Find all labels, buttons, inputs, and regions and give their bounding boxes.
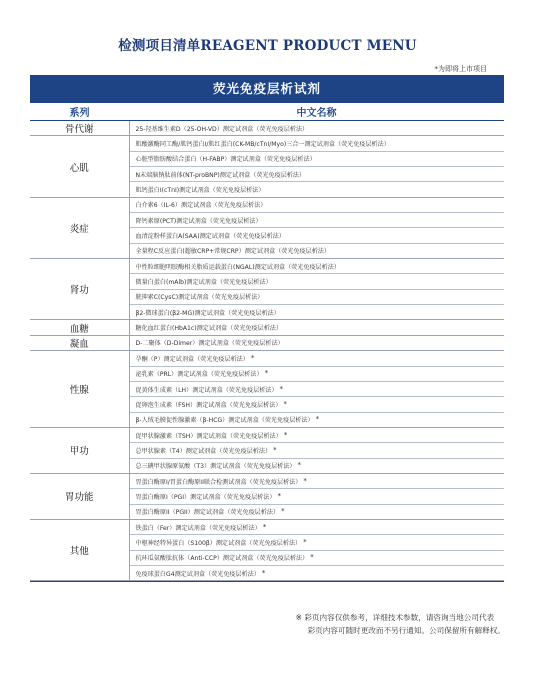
upcoming-star-marker: *	[303, 476, 307, 485]
upcoming-star-marker: *	[250, 353, 255, 362]
product-name: 胃蛋白酶原II（PGII）测定试剂盒（荧光免疫层析法）	[135, 509, 280, 517]
product-name: 25-羟基维生素D（25-OH-VD）测定试剂盒（荧光免疫层析法）	[135, 125, 309, 133]
product-name: 总三碘甲状腺原氨酸（T3）测定试剂盒（荧光免疫层析法）	[135, 463, 296, 471]
table-bottom-rule	[30, 581, 504, 582]
product-name-cell	[129, 535, 504, 550]
product-name-cell	[129, 565, 504, 580]
product-name: 胱抑素C(CysC)测定试剂盒（荧光免疫层析法）	[135, 294, 264, 302]
product-name: 促卵泡生成素（FSH）测定试剂盒（荧光免疫层析法）	[135, 401, 282, 409]
category-cell: 甲功	[30, 427, 129, 473]
product-name-cell	[129, 473, 504, 488]
product-name: 中性粒细胞明胶酶相关脂质运载蛋白(NGAL)测定试剂盒（荧光免疫层析法）	[135, 263, 340, 271]
product-name-cell	[129, 228, 504, 243]
product-name-cell	[129, 550, 504, 565]
product-name: 胃蛋白酶原I（PGI）测定试剂盒（荧光免疫层析法）	[135, 493, 276, 501]
product-name: D-二聚体（D-Dimer）测定试剂盒（荧光免疫层析法）	[135, 340, 284, 348]
product-name: 免疫球蛋白G4测定试剂盒（荧光免疫层析法）	[135, 570, 260, 578]
footer-disclaimer	[296, 612, 505, 637]
product-name-cell	[129, 167, 504, 182]
footer-line-2: 彩页内容可随时更改而不另行通知。公司保留所有解释权。	[307, 625, 505, 635]
product-name-cell	[129, 381, 504, 396]
product-name: 心脏型脂肪酸结合蛋白（H-FABP）测定试剂盒（荧光免疫层析法）	[135, 156, 316, 164]
product-name: 糖化血红蛋白(HbA1c)测定试剂盒（荧光免疫层析法）	[135, 325, 282, 333]
product-name: 铁蛋白（Fer）测定试剂盒（荧光免疫层析法）	[135, 524, 261, 532]
product-name-cell	[129, 259, 504, 274]
category-cell: 性腺	[30, 351, 129, 428]
product-name-cell	[129, 504, 504, 519]
table-row	[30, 427, 504, 442]
table-row	[30, 259, 504, 274]
product-name: 白介素6（IL-6）测定试剂盒（荧光免疫层析法）	[135, 202, 267, 210]
product-name: β-人绒毛膜促性腺激素（β-HCG）测定试剂盒（荧光免疫层析法）	[135, 417, 314, 425]
category-cell: 心肌	[30, 136, 129, 197]
upcoming-note: *为即将上市项目	[434, 65, 487, 73]
upcoming-star-marker: *	[264, 369, 269, 378]
product-name-cell	[129, 305, 504, 320]
product-name-cell	[129, 351, 504, 366]
category-cell: 肾功	[30, 259, 129, 320]
category-cell: 血糖	[30, 320, 129, 335]
product-name: 抗环瓜氨酸肽抗体（Anti-CCP）测定试剂盒（荧光免疫层析法）	[135, 555, 309, 563]
product-name-cell	[129, 121, 504, 136]
category-cell: 其他	[30, 519, 129, 580]
table-row	[30, 473, 504, 488]
product-name-cell	[129, 320, 504, 335]
table-row	[30, 197, 504, 212]
product-name-cell	[129, 443, 504, 458]
product-name-cell	[129, 335, 504, 350]
product-name: 降钙素原(PCT)测定试剂盒（荧光免疫层析法）	[135, 217, 262, 225]
category-cell: 凝血	[30, 335, 129, 350]
table-row	[30, 519, 504, 534]
product-name-cell	[129, 458, 504, 473]
table-row	[30, 351, 504, 366]
product-name: 促甲状腺激素（TSH）测定试剂盒（荧光免疫层析法）	[135, 432, 282, 440]
product-name-cell	[129, 197, 504, 212]
upcoming-star-marker: *	[277, 491, 281, 500]
product-name-cell	[129, 397, 504, 412]
product-name-cell	[129, 274, 504, 289]
product-name: 全量程C反应蛋白(超敏CRP+常规CRP）测定试剂盒（荧光免疫层析法）	[135, 248, 331, 256]
table-row	[30, 121, 504, 136]
category-cell: 炎症	[30, 197, 129, 258]
column-header-series: 系列	[30, 103, 129, 121]
product-name: 微量白蛋白(mAlb)测定试剂盒（荧光免疫层析法）	[135, 279, 272, 287]
product-name-cell	[129, 427, 504, 442]
product-name-cell	[129, 136, 504, 151]
category-cell: 胃功能	[30, 473, 129, 519]
product-name-cell	[129, 182, 504, 197]
product-name: 促黄体生成素（LH）测定试剂盒（荧光免疫层析法）	[135, 386, 278, 394]
upcoming-star-marker: *	[279, 384, 284, 393]
footer-line-1: ※ 彩页内容仅供参考，详细技术参数，请咨询当地公司代表	[295, 613, 495, 622]
upcoming-star-marker: *	[261, 568, 266, 577]
upcoming-star-marker: *	[262, 522, 267, 531]
product-name-cell	[129, 243, 504, 258]
product-name-cell	[129, 151, 504, 166]
product-name-cell	[129, 289, 504, 304]
upcoming-star-marker: *	[281, 507, 285, 516]
product-name-cell	[129, 366, 504, 381]
product-name: 肌钙蛋白I(cTnI)测定试剂盒（荧光免疫层析法）	[135, 187, 265, 195]
table-row	[30, 335, 504, 350]
upcoming-star-marker: *	[310, 553, 314, 562]
product-table	[30, 75, 504, 582]
table-row	[30, 136, 504, 151]
product-name-cell	[129, 489, 504, 504]
product-name: 孕酮（P）测定试剂盒（荧光免疫层析法）	[135, 355, 249, 363]
upcoming-star-marker: *	[315, 415, 320, 424]
product-name-cell	[129, 519, 504, 534]
product-name: 总甲状腺素（T4）测定试剂盒（荧光免疫层析法）	[135, 447, 272, 455]
upcoming-star-marker: *	[273, 445, 277, 454]
upcoming-star-marker: *	[303, 537, 307, 546]
table-row	[30, 320, 504, 335]
table-banner: 荧光免疫层析试剂	[30, 75, 504, 103]
table-body	[30, 121, 504, 581]
product-name: 泌乳素（PRL）测定试剂盒（荧光免疫层析法）	[135, 371, 263, 379]
upcoming-star-marker: *	[283, 399, 287, 408]
product-name: 肌酸激酶同工酶/肌钙蛋白I/肌红蛋白(CK-MB/cTnI/Myo)三合一测定试剂盒（荧光免疫层析法）	[135, 141, 390, 149]
product-name-cell	[129, 213, 504, 228]
product-name: 中枢神经特异蛋白（S100β）测定试剂盒（荧光免疫层析法）	[135, 539, 302, 547]
page-title: 检测项目清单REAGENT PRODUCT MENU	[118, 38, 417, 54]
product-name: 血清淀粉样蛋白A(SAA)测定试剂盒（荧光免疫层析法）	[135, 233, 285, 241]
product-name: 胃蛋白酶原I/胃蛋白酶原II联合检测试剂盒（荧光免疫层析法）	[135, 478, 302, 486]
product-name: N末端脑钠肽前体(NT-proBNP)测定试剂盒（荧光免疫层析法）	[135, 171, 306, 179]
product-name-cell	[129, 412, 504, 427]
column-header-name: 中文名称	[129, 103, 504, 121]
category-cell: 骨代谢	[30, 121, 129, 136]
upcoming-star-marker: *	[283, 430, 288, 439]
upcoming-star-marker: *	[297, 461, 301, 470]
product-name: β2-微球蛋白(β2-MG)测定试剂盒（荧光免疫层析法）	[135, 309, 280, 317]
